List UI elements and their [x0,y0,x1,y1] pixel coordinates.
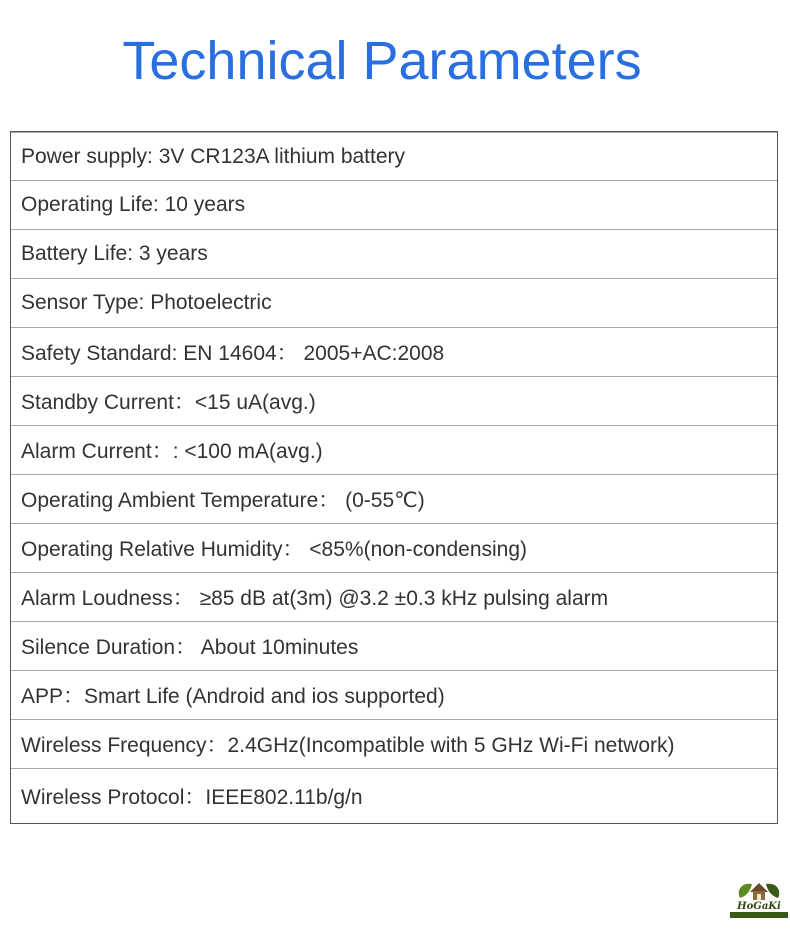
table-row: Safety Standard: EN 14604： 2005+AC:2008 [11,328,777,377]
table-row: Alarm Loudness： ≥85 dB at(3m) @3.2 ±0.3 kHz pulsing alarm [11,573,777,622]
parameters-table [10,131,778,824]
house-leaf-logo-icon [730,876,788,902]
table-row: Operating Relative Humidity： <85%(non-condensing) [11,524,777,573]
brand-logo [730,876,788,920]
logo-text: HoGaKi [737,901,781,912]
table-row: Sensor Type: Photoelectric [11,279,777,328]
table-row: Wireless Frequency：2.4GHz(Incompatible with 5 GHz Wi-Fi network) [11,720,777,769]
page-title: Technical Parameters [122,31,642,91]
logo-underline [730,912,788,918]
table-row: Power supply: 3V CR123A lithium battery [11,132,777,181]
table-row: Alarm Current：: <100 mA(avg.) [11,426,777,475]
table-row: Operating Life: 10 years [11,181,777,230]
table-row: Standby Current：<15 uA(avg.) [11,377,777,426]
table-row: APP：Smart Life (Android and ios supported) [11,671,777,720]
table-row: Wireless Protocol：IEEE802.11b/g/n [21,786,363,809]
table-row: Silence Duration： About 10minutes [11,622,777,671]
table-row: Battery Life: 3 years [11,230,777,279]
table-row: Operating Ambient Temperature： (0-55℃) [11,475,777,524]
